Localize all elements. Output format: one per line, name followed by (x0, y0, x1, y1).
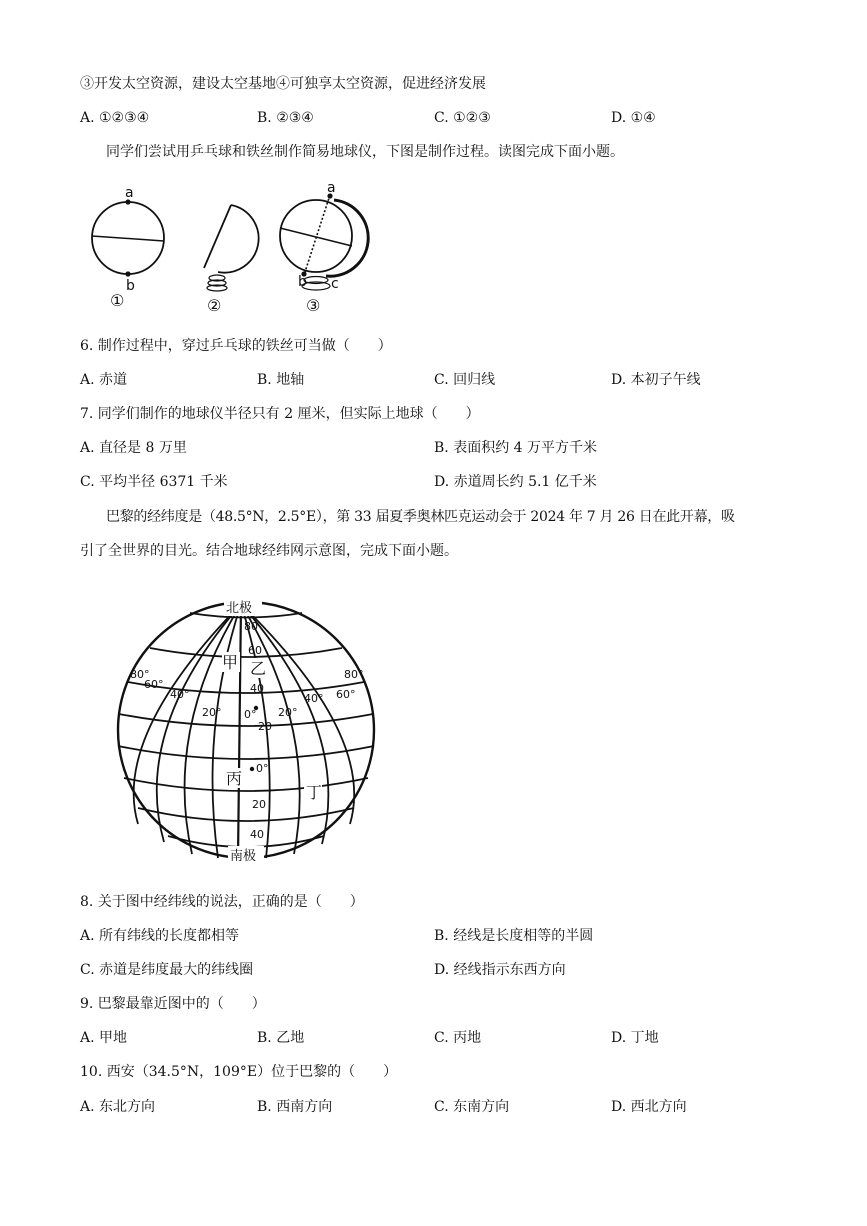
option-d[interactable]: D. ①④ (611, 110, 656, 126)
prime-meridian (238, 604, 241, 858)
q8-option-a[interactable]: A. 所有纬线的长度都相等 (80, 928, 240, 944)
meridian-ring-3 (326, 200, 368, 276)
q7-option-c[interactable]: C. 平均半径 6371 千米 (80, 474, 228, 490)
lon-label-0: 0° (244, 708, 257, 721)
option-c[interactable]: C. ①②③ (434, 110, 491, 126)
lat-label-60: 60 (248, 644, 262, 657)
globe-outline (118, 602, 374, 858)
lat-label-80: 80 (244, 620, 258, 633)
label-b3: b (298, 274, 307, 290)
label-a1: a (125, 185, 134, 201)
q10-option-c[interactable]: C. 东南方向 (434, 1099, 510, 1115)
point-b1 (125, 271, 130, 276)
q9-option-c[interactable]: C. 丙地 (434, 1030, 482, 1046)
question-10-stem: 10. 西安（34.5°N，109°E）位于巴黎的（ ） (80, 1064, 398, 1080)
globe-graticule-figure (108, 596, 388, 868)
lon-label-20e: 20° (278, 706, 298, 719)
lon-label-80e: 80° (344, 668, 364, 681)
place-bing: 丙 (226, 769, 243, 788)
q6-option-b[interactable]: B. 地轴 (257, 372, 305, 388)
lon-label-40e: 40° (304, 692, 324, 705)
place-jia: 甲 (222, 653, 239, 672)
globe-making-figure (78, 180, 378, 320)
ball-circle-3 (280, 200, 352, 272)
question-6-stem: 6. 制作过程中，穿过乒乓球的铁丝可当做（ ） (80, 338, 392, 354)
q10-option-a[interactable]: A. 东北方向 (80, 1099, 156, 1115)
label-c3: c (331, 276, 339, 292)
option-a[interactable]: A. ①②③④ (80, 110, 150, 126)
label-a3: a (327, 180, 336, 196)
north-pole-label: 北极 (226, 601, 253, 616)
q8-option-d[interactable]: D. 经线指示东西方向 (434, 962, 566, 978)
passage-paris-line2: 引了全世界的目光。结合地球经纬网示意图，完成下面小题。 (80, 543, 458, 559)
parallel-40s (138, 808, 354, 821)
wire-2 (204, 205, 231, 268)
half-arc-2 (218, 205, 259, 273)
parallel-60n (150, 648, 342, 657)
lon-label-60w: 60° (144, 678, 164, 691)
lat-label-0: 0° (256, 762, 269, 775)
q9-option-d[interactable]: D. 丁地 (611, 1030, 659, 1046)
q6-option-c[interactable]: C. 回归线 (434, 372, 496, 388)
q8-option-c[interactable]: C. 赤道是纬度最大的纬线圈 (80, 962, 254, 978)
lat-label-40s: 40 (250, 828, 264, 841)
lon-label-40w: 40° (170, 688, 190, 701)
q6-option-a[interactable]: A. 赤道 (80, 372, 128, 388)
q9-option-a[interactable]: A. 甲地 (80, 1030, 128, 1046)
option-b[interactable]: B. ②③④ (257, 110, 314, 126)
q7-option-d[interactable]: D. 赤道周长约 5.1 亿千米 (434, 474, 597, 490)
meridian-60w (157, 604, 241, 842)
south-pole-label: 南极 (230, 849, 257, 864)
lon-label-80w: 80° (130, 668, 150, 681)
passage-paris-line1: 巴黎的经纬度是（48.5°N，2.5°E），第 33 届夏季奥林匹克运动会于 2024 年 7 月 26 日在此开幕，吸 (106, 509, 735, 525)
ball-equator-line-1 (92, 236, 164, 241)
parallel-20s (124, 778, 368, 791)
q6-option-d[interactable]: D. 本初子午线 (611, 372, 701, 388)
step-label-1: ① (110, 291, 125, 310)
lat-label-40: 40 (250, 682, 264, 695)
lon-label-20w: 20° (202, 706, 222, 719)
lat-label-20s: 20 (252, 798, 266, 811)
question-9-stem: 9. 巴黎最靠近图中的（ ） (80, 996, 266, 1012)
q8-option-b[interactable]: B. 经线是长度相等的半圆 (434, 928, 594, 944)
equator (118, 746, 374, 759)
meridian-40w (185, 604, 241, 854)
q10-option-d[interactable]: D. 西北方向 (611, 1099, 687, 1115)
statement-line: ③开发太空资源，建设太空基地④可独享太空资源，促进经济发展 (80, 76, 486, 92)
place-yi: 乙 (250, 659, 267, 678)
question-8-stem: 8. 关于图中经纬线的说法，正确的是（ ） (80, 894, 364, 910)
q7-option-b[interactable]: B. 表面积约 4 万平方千米 (434, 440, 597, 456)
lon-label-60e: 60° (336, 688, 356, 701)
place-ding: 丁 (306, 783, 323, 802)
q10-option-b[interactable]: B. 西南方向 (257, 1099, 333, 1115)
lat-label-20: 20 (258, 720, 272, 733)
step-label-3: ③ (306, 296, 321, 315)
q7-option-a[interactable]: A. 直径是 8 万里 (80, 440, 187, 456)
q9-option-b[interactable]: B. 乙地 (257, 1030, 305, 1046)
question-7-stem: 7. 同学们制作的地球仪半径只有 2 厘米，但实际上地球（ ） (80, 406, 480, 422)
label-b1: b (126, 278, 135, 294)
passage-intro: 同学们尝试用乒乓球和铁丝制作简易地球仪，下图是制作过程。读图完成下面小题。 (106, 144, 624, 160)
step-label-2: ② (207, 296, 222, 315)
